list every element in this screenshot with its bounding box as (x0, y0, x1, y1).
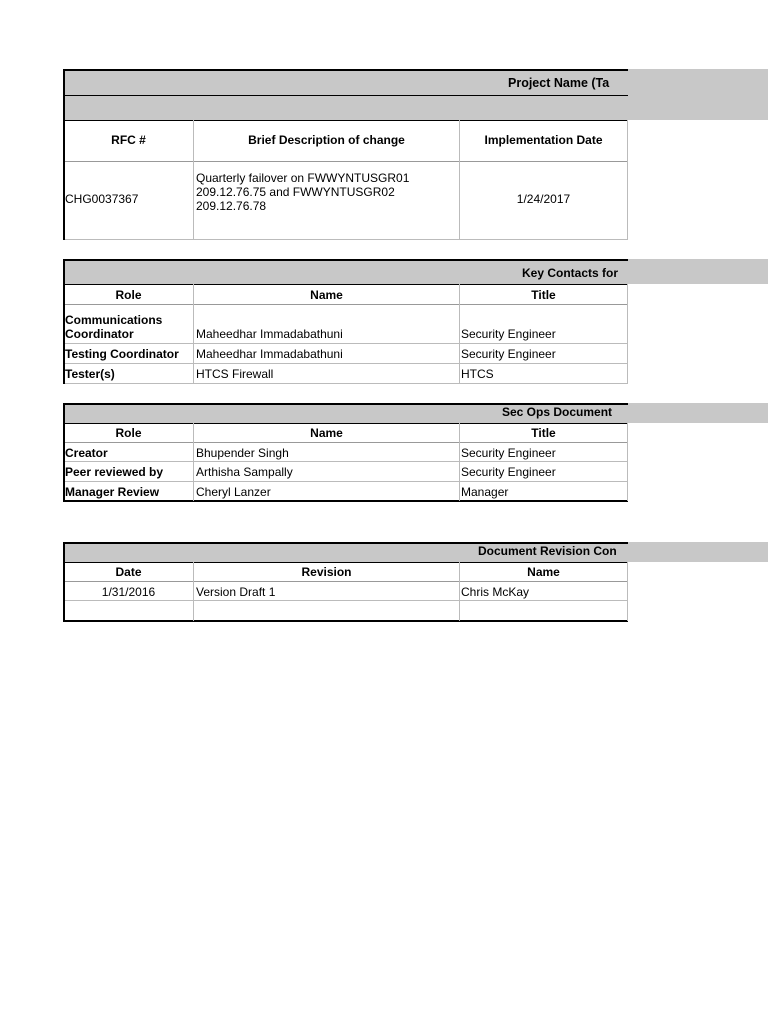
kc-row2-title: Security Engineer (461, 347, 556, 361)
col-header-rfc: RFC # (111, 133, 146, 147)
so-row3-name: Cheryl Lanzer (196, 485, 271, 499)
sec-ops-header-band (63, 403, 768, 423)
so-row3-title: Manager (461, 485, 509, 499)
kc-row1-role-line1: Communications (65, 313, 163, 327)
so-row1-name: Bhupender Singh (196, 446, 289, 460)
so-row3-role: Manager Review (65, 485, 160, 499)
so-row2-title: Security Engineer (461, 465, 556, 479)
key-contacts-title: Key Contacts for (522, 266, 619, 280)
so-row1-role: Creator (65, 446, 108, 460)
rc-col-name: Name (527, 565, 560, 579)
kc-col-title: Title (531, 288, 556, 302)
col-header-description: Brief Description of change (248, 133, 405, 147)
kc-row1-name: Maheedhar Immadabathuni (196, 327, 343, 341)
so-row2-role: Peer reviewed by (65, 465, 164, 479)
so-row1-title: Security Engineer (461, 446, 556, 460)
kc-row3-role: Tester(s) (65, 367, 115, 381)
sec-ops-title: Sec Ops Document (502, 405, 613, 419)
description-line-1: Quarterly failover on FWWYNTUSGR01 (196, 171, 410, 185)
kc-row3-title: HTCS (461, 367, 494, 381)
so-row2-name: Arthisha Sampally (196, 465, 293, 479)
so-col-title: Title (531, 426, 556, 440)
kc-row3-name: HTCS Firewall (196, 367, 274, 381)
kc-row1-title: Security Engineer (461, 327, 556, 341)
rc-row1-name: Chris McKay (461, 585, 530, 599)
kc-row2-role: Testing Coordinator (65, 347, 179, 361)
so-col-name: Name (310, 426, 343, 440)
kc-col-name: Name (310, 288, 343, 302)
so-col-role: Role (115, 426, 142, 440)
revision-header-band (63, 542, 768, 562)
implementation-date-value: 1/24/2017 (516, 192, 571, 206)
rc-col-date: Date (115, 565, 142, 579)
key-contacts-header-band (63, 259, 768, 284)
col-header-implementation-date: Implementation Date (484, 133, 603, 147)
description-line-3: 209.12.76.78 (196, 199, 267, 213)
kc-row1-role-line2: Coordinator (65, 327, 134, 341)
rc-row1-revision: Version Draft 1 (196, 585, 276, 599)
description-line-2: 209.12.76.75 and FWWYNTUSGR02 (196, 185, 395, 199)
project-title: Project Name (Ta (508, 76, 610, 90)
rc-row1-date: 1/31/2016 (101, 585, 156, 599)
rc-col-revision: Revision (301, 565, 352, 579)
rfc-value: CHG0037367 (65, 192, 139, 206)
revision-title: Document Revision Con (478, 544, 617, 558)
kc-col-role: Role (115, 288, 142, 302)
kc-row2-name: Maheedhar Immadabathuni (196, 347, 343, 361)
